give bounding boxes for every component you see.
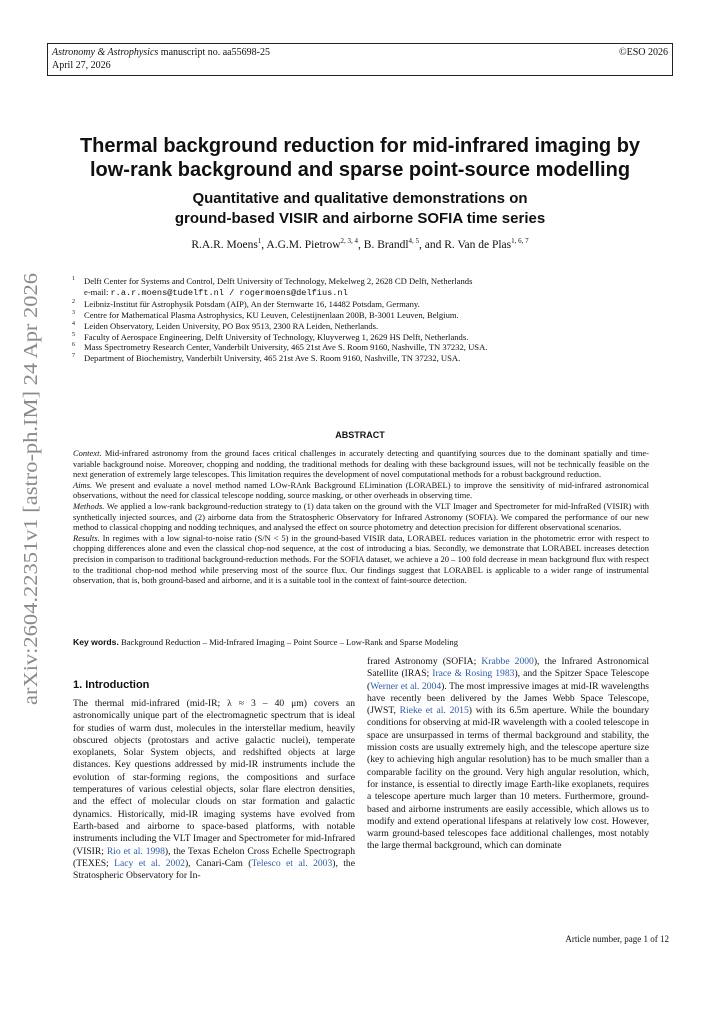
keywords: Key words. Background Reduction – Mid-Infrared Imaging – Point Source – Low-Rank and Sparse Modeling [73,637,459,647]
email-link[interactable]: r.a.r.moens@tudelft.nl / rogermoens@delfius.nl [110,287,348,298]
affiliation-item: 4 Leiden Observatory, Leiden University, PO Box 9513, 2300 RA Leiden, Netherlands. [72,320,379,331]
intro-left-column: The thermal mid-infrared (mid-IR; λ ≈ 3 – 40 μm) covers an astronomically unique part of the electromagnetic spectrum that is ideal for studies of warm dust, molecules in the interstellar medium, heavily obscured objects (protostars and active galactic nuclei), temperate exoplanets, Solar System objects, and redshifted objects at large distances. Key questions addressed by mid-IR instruments include the evolution of star-forming regions, the compositions and surface temperatures of various celestial objects, solar flare electron densities, and the effect of molecular clouds on star formation and galactic dynamics. Historically, mid-IR imaging systems have evolved from Earth-based and airborne to space-based platforms, with notable instruments including the VLT Imager and Spectrometer for mid-Infrared (VISIR; Rio et al. 1998), the Texas Echelon Cross Echelle Spectrograph (TEXES; Lacy et al. 2002), Canari-Cam (Telesco et al. 2003), the Stratospheric Observatory for In- [73,698,355,882]
citation-link[interactable]: Telesco et al. 2003 [251,857,333,869]
citation-link[interactable]: Krabbe 2000 [481,656,534,667]
affiliation-item: e-mail: r.a.r.moens@tudelft.nl / rogermoens@delfius.nl [84,286,348,298]
abstract-methods: Methods. We applied a low-rank background-reduction strategy to (1) data taken on the ground with the VLT Imager and Spectrometer for mid-InfraRed (VISIR) with synthetically injected sources, and (2) airborne data from the Stratospheric Observatory for Infrared Astronomy (SOFIA). We compared the performance of our new method to classical chopping and nodding techniques, and analysed the effect on source photometry and detection precision for different observational scenarios. [73,500,649,533]
citation-link[interactable]: Irace & Rosing 1983 [432,668,515,680]
affiliation-item: 7 Department of Biochemistry, Vanderbilt University, 465 21st Ave S. Room 9160, Nashville, TN 37232, USA. [72,353,461,364]
paper-subtitle: Quantitative and qualitative demonstrations on ground-based VISIR and airborne SOFIA time series [174,190,546,227]
author-affil-mark: 1, 6, 7 [511,237,529,245]
author-name: B. Brandl [363,238,409,251]
abstract-context: Context. Mid-infrared astronomy from the ground faces critical challenges in accurately detecting and quantifying sources due to the dominant spatially and time-variable background noise. Moreover, chopping and nodding, the traditional methods for dealing with these background issues, will not be technically feasible on the next generation of extremely large telescopes. This limitation requires the development of novel computational methods for a robust background reduction. [73,448,649,480]
page-footer: Article number, page 1 of 12 [565,934,669,944]
running-header [47,43,673,76]
copyright: ©ESO 2026 [619,47,668,58]
arxiv-stamp-text: arXiv:2604.22351v1 [astro-ph.IM] 24 Apr 2026 [20,320,42,705]
intro-right-column: frared Astronomy (SOFIA; Krabbe 2000), the Infrared Astronomical Satellite (IRAS; Irace & Rosing 1983), and the Spitzer Space Telescope (Werner et al. 2004). The most impressive images at mid-IR wavelengths have recently been delivered by the James Webb Space Telescope, (JWST, Rieke et al. 2015) with its 6.5m aperture. While the boundary conditions for observing at mid-IR wavelength with a cooled telescope in space are unsurpassed in terms of thermal background and stability, the mission costs are usually extremely high, and the telescope aperture size (key to achieving high angular resolution) has to be much smaller than a comparable facility on the ground. Very high angular resolution, which, for instance, is essential to directly image Earth-like exoplanets, requires a telescope aperture much larger than 10 meters. Furthermore, ground-based and airborne instruments are easily accessible, which allows us to modify and extend operational lifespans at relatively low cost. However, warm ground-based telescopes face additional challenges, most notably the large thermal background, which can dominate [367,656,649,852]
abstract-aims: Aims. We present and evaluate a novel method named LOw-RAnk Background ELimination (LORABEL) to improve the sensitivity of mid-infrared astronomical observations, without the need for classical telescope nodding, source masking, or other overheads in observing time. [73,479,649,501]
citation-link[interactable]: Lacy et al. 2002 [114,857,185,869]
affiliation-item: 2 Leibniz-Institut für Astrophysik Potsdam (AIP), An der Sternwarte 16, 14482 Potsdam, Germany. [72,298,420,309]
section-heading: 1. Introduction [73,679,150,691]
abstract-heading: ABSTRACT [335,430,385,440]
citation-link[interactable]: Rio et al. 1998 [106,845,165,857]
author-affil-mark: 2, 3, 4 [340,237,359,245]
affiliation-item: 1 Delft Center for Systems and Control, Delft University of Technology, Mekelweg 2, 2628 CD Delft, Netherlands [72,276,473,286]
journal-line: Astronomy & Astrophysics manuscript no. aa55698-25 [52,47,270,58]
affiliation-item: 3 Centre for Mathematical Plasma Astrophysics, KU Leuven, Celestijnenlaan 200B, B-3001 Leuven, Belgium. [72,309,459,320]
affiliation-item: 6 Mass Spectrometry Research Center, Vanderbilt University, 465 21st Ave S. Room 9160, Nashville, TN 37232, USA. [72,342,488,353]
paper-title: Thermal background reduction for mid-infrared imaging by low-rank background and sparse point-source modelling [79,135,641,181]
author-name: R. Van de Plas [444,238,512,251]
header-date: April 27, 2026 [52,60,111,71]
abstract-results: Results. In regimes with a low signal-to-noise ratio (S/N < 5) in the ground-based VISIR data, LORABEL reduces variation in the photometric error with respect to chopping differences alone and even the classical chop-nod sequence, at the cost of introducing a bias. Secondly, we demonstrate that LORABEL increases detection precision in comparison to traditional background-reduction methods. For the SOFIA dataset, we achieve a 20 – 100 fold decrease in mean background flux with respect to the traditional chop-nod method while preserving most of the source flux. Our findings suggest that LORABEL is applicable to a wider range of instrumental observation, that is, both ground-based and airborne, and it is a suitable tool in the context of faint-source detection. [73,532,649,586]
author-name: R.A.R. Moens [191,238,258,251]
author-list: R.A.R. Moens$^1$, A.G.M. Pietrow$^{2, 3, 4}$, B. Brandl$^{4, 5}$, and R. Van de Plas$^{1, 6, 7}$ [191,237,529,251]
citation-link[interactable]: Werner et al. 2004 [370,680,442,692]
citation-link[interactable]: Rieke et al. 2015 [399,705,469,717]
author-affil-mark: 4, 5 [408,237,420,245]
affiliations [72,276,662,364]
abstract [73,448,649,586]
affiliation-item: 5 Faculty of Aerospace Engineering, Delft University of Technology, Kluyverweg 1, 2629 HS Delft, Netherlands. [72,331,469,342]
author-name: A.G.M. Pietrow [266,238,341,251]
author-affil-mark: 1 [257,237,262,245]
arxiv-stamp [7,271,47,707]
